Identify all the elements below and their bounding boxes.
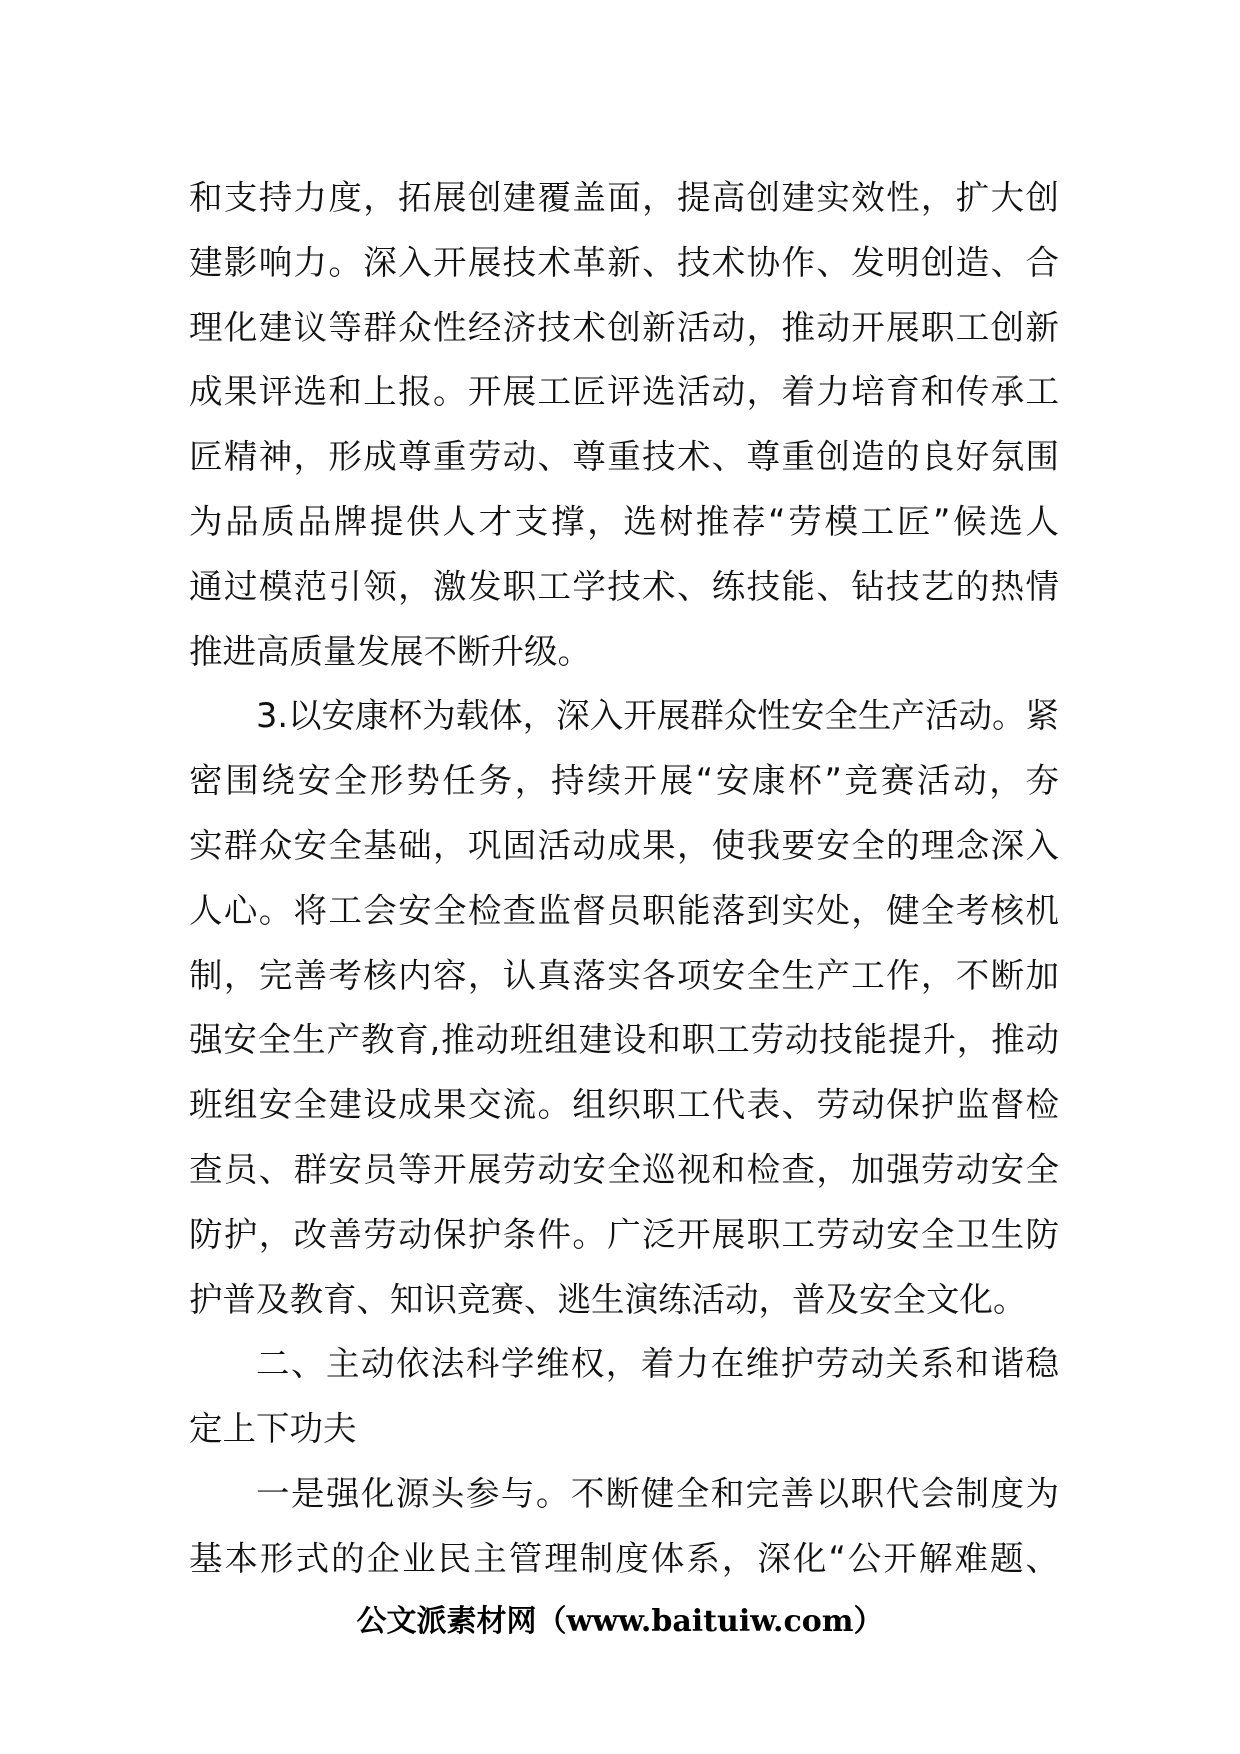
text-line: 防护，改善劳动保护条件。广泛开展职工劳动安全卫生防 <box>189 1214 1059 1254</box>
footer-watermark: 公文派素材网（www.baituiw.com） <box>356 1604 884 1639</box>
text-line: 基本形式的企业民主管理制度体系，深化“公开解难题、 <box>189 1538 1059 1578</box>
text-line: 理化建议等群众性经济技术创新活动，推动开展职工创新 <box>189 307 1059 347</box>
text-line: 匠精神，形成尊重劳动、尊重技术、尊重创造的良好氛围 <box>189 437 1059 477</box>
text-line: 为品质品牌提供人才支撑，选树推荐“劳模工匠”候选人 <box>189 501 1059 541</box>
text-line: 推进高质量发展不断升级。 <box>189 631 591 671</box>
text-line: 班组安全建设成果交流。组织职工代表、劳动保护监督检 <box>189 1085 1059 1125</box>
text-line: 制，完善考核内容，认真落实各项安全生产工作，不断加 <box>189 955 1059 995</box>
text-line: 和支持力度，拓展创建覆盖面，提高创建实效性，扩大创 <box>189 178 1059 217</box>
text-line: 二、主动依法科学维权，着力在维护劳动关系和谐稳 <box>256 1344 1059 1384</box>
text-line: 实群众安全基础，巩固活动成果，使我要安全的理念深入 <box>189 825 1059 865</box>
text-line: 人心。将工会安全检查监督员职能落到实处，健全考核机 <box>189 890 1059 930</box>
text-line: 强安全生产教育,推动班组建设和职工劳动技能提升，推动 <box>189 1020 1059 1060</box>
text-line: 密围绕安全形势任务，持续开展“安康杯”竞赛活动，夯 <box>189 761 1059 801</box>
body-text <box>189 166 1059 1592</box>
text-line: 定上下功夫 <box>189 1409 357 1449</box>
text-line: 通过模范引领，激发职工学技术、练技能、钻技艺的热情 <box>189 566 1059 606</box>
text-line: 建影响力。深入开展技术革新、技术协作、发明创造、合 <box>189 242 1059 282</box>
text-line: 3.以安康杯为载体，深入开展群众性安全生产活动。紧 <box>256 696 1059 736</box>
text-line: 护普及教育、知识竞赛、逃生演练活动，普及安全文化。 <box>189 1279 1027 1319</box>
text-line: 一是强化源头参与。不断健全和完善以职代会制度为 <box>256 1473 1059 1513</box>
text-line: 成果评选和上报。开展工匠评选活动，着力培育和传承工 <box>189 372 1059 412</box>
text-line: 查员、群安员等开展劳动安全巡视和检查，加强劳动安全 <box>189 1149 1059 1189</box>
